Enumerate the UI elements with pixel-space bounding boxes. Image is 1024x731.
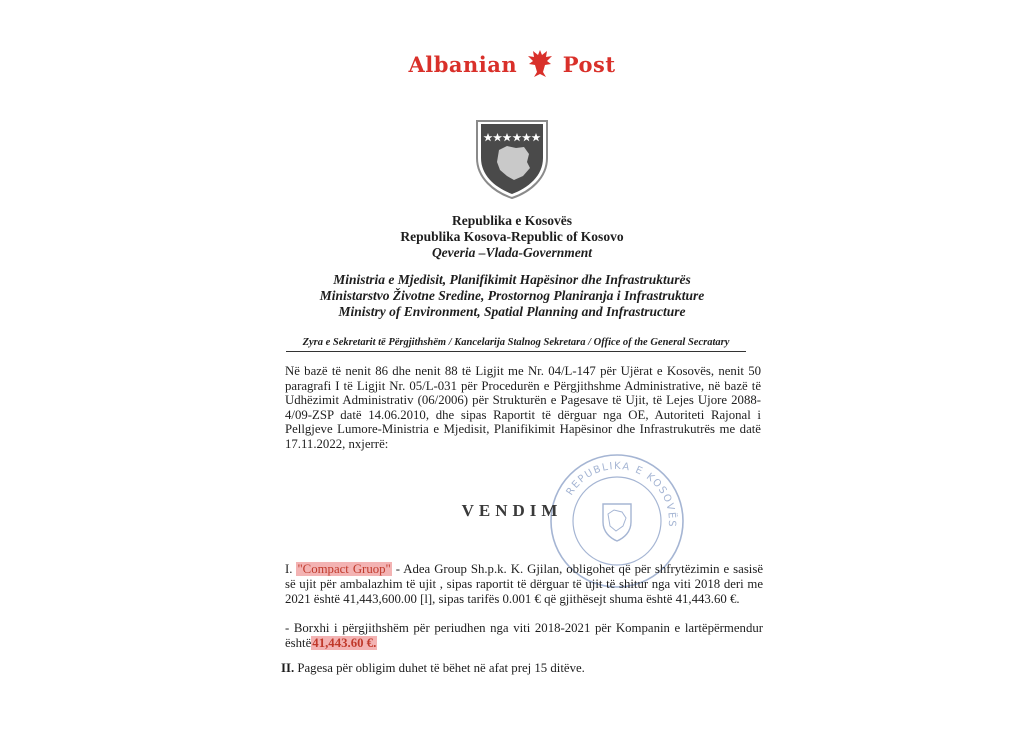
preamble-paragraph: Në bazë të nenit 86 dhe nenit 88 të Ligjit me Nr. 04/L-147 për Ujërat e Kosovës, nenit 50 paragrafi I të Ligjit Nr. 05/L-031 për Procedurën e Përgjithshme Administrative, në bazë të Udhëzimit Administrativ (06/2006) për Strukturën e Pagesave të Ujit, të Lejes Ujore 2088-4/09-ZSP datë 14.06.2010, dhe sipas Raportit të dërguar nga OE, Autoriteti Rajonal i Pellgjeve Lumore-Ministria e Mjedisit, Planifikimit Hapësinor dhe Infrastrukutrës me datë 17.11.2022, nxjerrë: bbox=[285, 364, 761, 451]
ministry-header bbox=[0, 272, 1024, 320]
eagle-icon bbox=[527, 48, 553, 83]
company-name-highlight: "Compact Gruop" bbox=[297, 562, 391, 576]
item-3-prefix: II. bbox=[281, 661, 295, 675]
watermark-left: Albanian bbox=[408, 52, 518, 77]
decision-item-2 bbox=[281, 661, 759, 676]
watermark-right: Post bbox=[562, 52, 616, 77]
header-line-3: Qeveria –Vlada-Government bbox=[431, 245, 593, 260]
item-1-prefix: I. bbox=[285, 562, 293, 576]
decision-item-debt bbox=[285, 621, 763, 651]
ministry-line-3: Ministry of Environment, Spatial Planning and Infrastructure bbox=[338, 304, 686, 319]
header-line-1: Republika e Kosovës bbox=[451, 213, 573, 228]
ministry-line-2: Ministarstvo Životne Sredine, Prostornog Planiranja i Infrastrukture bbox=[319, 288, 705, 303]
item-1-text: - Adea Group Sh.p.k. K. Gjilan, obligohet që për shfrytëzimin e sasisë së ujit për ambalazhim të ujit , sipas raportit të dërguar të ujit të shitur nga viti 2018 deri me 2021 është 41,443,600.00 [l], sipas tarifës 0.001 € që gjithësejt shuma është 41,443.60 €. bbox=[285, 562, 764, 606]
office-divider bbox=[286, 351, 746, 352]
kosovo-emblem-icon bbox=[474, 118, 550, 200]
albanian-post-watermark bbox=[0, 48, 1024, 83]
debt-amount-highlight: 41,443.60 €. bbox=[312, 636, 377, 650]
office-name: Zyra e Sekretarit të Përgjithshëm / Kancelarija Stalnog Sekretara / Office of the General Secratary bbox=[302, 337, 730, 348]
decision-item-1 bbox=[285, 562, 763, 607]
header-line-2: Republika Kosova-Republic of Kosovo bbox=[400, 229, 624, 244]
stamp-text: REPUBLIKA E KOSOVËS bbox=[564, 460, 678, 529]
document-title: VENDIM bbox=[461, 501, 563, 520]
government-header bbox=[0, 213, 1024, 261]
item-2-text: - Borxhi i përgjithshëm për periudhen nga viti 2018-2021 për Kompanin e lartëpërmendur është bbox=[285, 621, 763, 650]
item-3-text: Pagesa për obligim duhet të bëhet në afat prej 15 ditëve. bbox=[297, 661, 585, 675]
ministry-line-1: Ministria e Mjedisit, Planifikimit Hapësinor dhe Infrastrukturës bbox=[333, 272, 691, 287]
